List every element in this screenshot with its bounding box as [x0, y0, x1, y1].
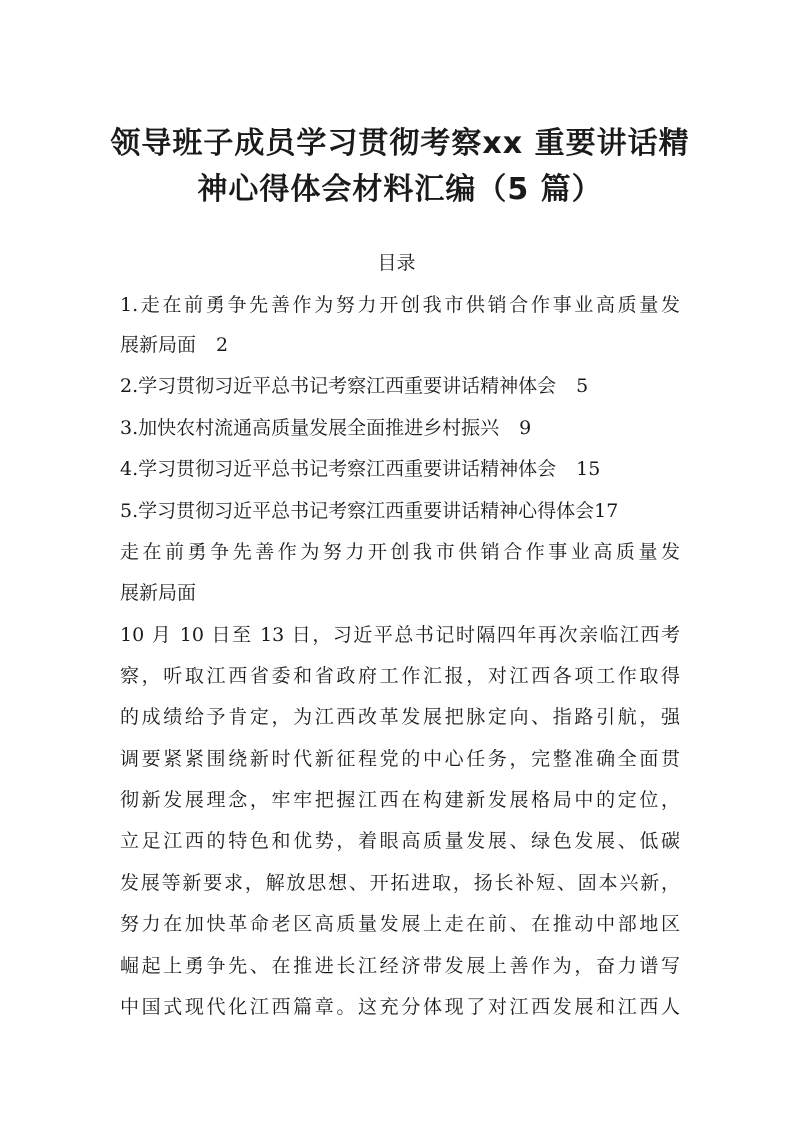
body-line-10: 中国式现代化江西篇章。这充分体现了对江西发展和江西人 — [120, 996, 680, 1018]
body-line-6: 立足江西的特色和优势，着眼高质量发展、绿色发展、低碳 — [120, 830, 680, 852]
body-line-3: 的成绩给予肯定，为江西改革发展把脉定向、指路引航，强 — [120, 706, 680, 728]
toc-entry-5-page: 17 — [594, 500, 619, 522]
toc-entry-1-page: 2 — [216, 334, 229, 356]
toc-entry-3[interactable] — [120, 415, 680, 441]
toc-entry-5[interactable] — [120, 498, 680, 524]
toc-entry-1-text: 展新局面 — [120, 334, 197, 356]
body-line-4: 调要紧紧围绕新时代新征程党的中心任务，完整准确全面贯 — [120, 748, 680, 770]
toc-entry-4-text: 4.学习贯彻习近平总书记考察江西重要讲话精神体会 — [120, 458, 557, 480]
body-line-5: 彻新发展理念，牢牢把握江西在构建新发展格局中的定位， — [120, 789, 680, 811]
toc-entry-4-page: 15 — [576, 458, 601, 480]
section-title-line-1: 走在前勇争先善作为努力开创我市供销合作事业高质量发 — [120, 541, 680, 563]
toc-entry-2[interactable] — [120, 373, 680, 399]
body-line-1: 10 月 10 日至 13 日，习近平总书记时隔四年再次亲临江西考 — [120, 624, 680, 646]
body-line-9: 崛起上勇争先、在推进长江经济带发展上善作为，奋力谱写 — [120, 955, 680, 977]
toc-entry-4[interactable] — [120, 456, 680, 482]
toc-entry-1-line-1[interactable]: 1.走在前勇争先善作为努力开创我市供销合作事业高质量发 — [120, 294, 680, 316]
toc-entry-2-text: 2.学习贯彻习近平总书记考察江西重要讲话精神体会 — [120, 375, 557, 397]
body-line-8: 努力在加快革命老区高质量发展上走在前、在推动中部地区 — [120, 913, 680, 935]
section-title-line-2: 展新局面 — [120, 582, 197, 604]
toc-entry-1-line-2[interactable] — [120, 332, 680, 358]
toc-entry-3-page: 9 — [519, 417, 532, 439]
body-line-7: 发展等新要求，解放思想、开拓进取，扬长补短、固本兴新， — [120, 872, 680, 894]
toc-entry-5-text: 5.学习贯彻习近平总书记考察江西重要讲话精神心得体会 — [120, 500, 595, 522]
document-title-line-1: 领导班子成员学习贯彻考察xx 重要讲话精 — [110, 126, 690, 161]
body-line-2: 察，听取江西省委和省政府工作汇报，对江西各项工作取得 — [120, 665, 680, 687]
toc-entry-3-text: 3.加快农村流通高质量发展全面推进乡村振兴 — [120, 417, 500, 439]
toc-heading: 目录 — [377, 252, 416, 274]
document-title-line-2: 神心得体会材料汇编（5 篇） — [197, 172, 603, 207]
toc-entry-2-page: 5 — [576, 375, 589, 397]
